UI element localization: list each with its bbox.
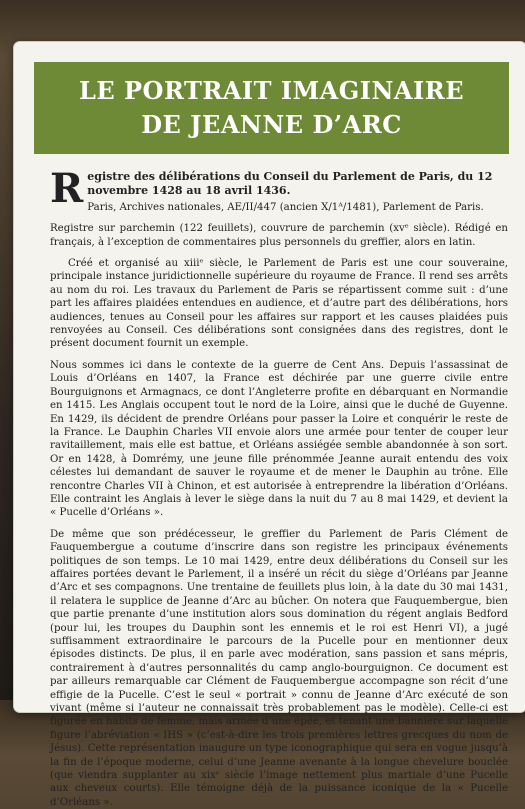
title-line-1: LE PORTRAIT IMAGINAIRE bbox=[78, 76, 465, 105]
paragraph-portrait: De même que son prédécesseur, le greffier du Parlement de Paris Clément de Fauquembergue a coutume d’inscrire dans son registre les principaux événements politiques de son temps. Le 10 mai 1429, entre deux délibérations du Conseil sur les affaires portées devant le Parlement, il a inséré un récit du siège d’Orléans par Jeanne d’Arc et ses compagnons. Une trentaine de feuillets plus loin, à la date du 30 mai 1431, il relatera le supplice de Jeanne d’Arc au bûcher. On notera que Fauquembergue, bien que partie prenante d’une institution alors sous domination du régent anglais Bedford (pour lui, les troupes du Dauphin sont les ennemis et le roi est Henri VI), a jugé suffisamment extraordinaire le parcours de la Pucelle pour en mentionner deux épisodes distincts. De plus, il en parle avec modération, sans passion et sans mépris, contrairement à d’autres personnalités du camp anglo-bourguignon. Ce document est par ailleurs remarquable car Clément de Fauquembergue accompagne son récit d’une effigie de la Pucelle. C’est le seul « portrait » connu de Jeanne d’Arc exécuté de son vivant (même si l’auteur ne connaissait très probablement pas le modèle). Celle-ci est figurée en habits de femme, mais armée d’une épée, et tenant une bannière sur laquelle figure l’abréviation « IHS » (c’est-à-dire les trois premières lettres grecques du nom de Jésus). Cette représentation inaugure un type iconographique qui sera en vogue jusqu’à la fin de l’époque moderne, celui d’une Jeanne avenante à la longue chevelure bouclée (que viendra supplanter au xixᵉ siècle l’image nettement plus martiale d’une Pucelle aux cheveux courts). Elle témoigne déjà de la puissance iconique de la « Pucelle d’Orléans ». bbox=[50, 528, 508, 808]
title-banner bbox=[34, 62, 509, 154]
register-title: egistre des délibérations du Conseil du Parlement de Paris, du 12 novembre 1428 au 18 avril 1436. bbox=[87, 170, 493, 198]
paragraph-context: Nous sommes ici dans le contexte de la guerre de Cent Ans. Depuis l’assassinat de Louis d’Orléans en 1407, la France est déchirée par une guerre civile entre Bourguignons et Armagnacs, ce dont l’Angleterre profite en débarquant en Normandie en 1415. Les Anglais occupent tout le nord de la Loire, ainsi que le duché de Guyenne. En 1429, ils décident de prendre Orléans pour passer la Loire et conquérir le reste de la France. Le Dauphin Charles VII envoie alors une armée pour tenter de couper leur ravitaillement, mais elle est battue, et Orléans assiégée semble abandonnée à son sort. Or en 1428, à Domrémy, une jeune fille prénommée Jeanne aurait entendu des voix célestes lui demandant de sauver le royaume et de mener le Dauphin au trône. Elle rencontre Charles VII à Chinon, et est autorisée à entreprendre la libération d’Orléans. Elle contraint les Anglais à lever le siège dans la nuit du 7 au 8 mai 1429, et devient la « Pucelle d’Orléans ». bbox=[50, 359, 508, 519]
paragraph-parlement: Créé et organisé au xiiiᵉ siècle, le Parlement de Paris est une cour souveraine, principale instance juridictionnelle supérieure du royaume de France. Il rend ses arrêts au nom du roi. Les travaux du Parlement de Paris se répartissent comme suit : d’une part les affaires plaidées entendues en audience, et d’autre part des délibérations, hors audiences, tenues au Conseil pour les affaires sur rapport et les causes plaidées puis renvoyées au Conseil. Ces délibérations sont consignées dans des registres, dont le présent document fournit un exemple. bbox=[50, 258, 508, 350]
document-body bbox=[50, 165, 508, 809]
title-line-2: DE JEANNE D’ARC bbox=[141, 110, 402, 139]
archive-reference: Paris, Archives nationales, AE/II/447 (ancien X/1ᴬ/1481), Parlement de Paris. bbox=[87, 201, 484, 213]
physical-description: Registre sur parchemin (122 feuillets), couvrure de parchemin (xvᵉ siècle). Rédigé en français, à l’exception de commentaires plus personnels du greffier, alors en latin. bbox=[50, 223, 508, 248]
drop-cap: R bbox=[50, 165, 84, 212]
